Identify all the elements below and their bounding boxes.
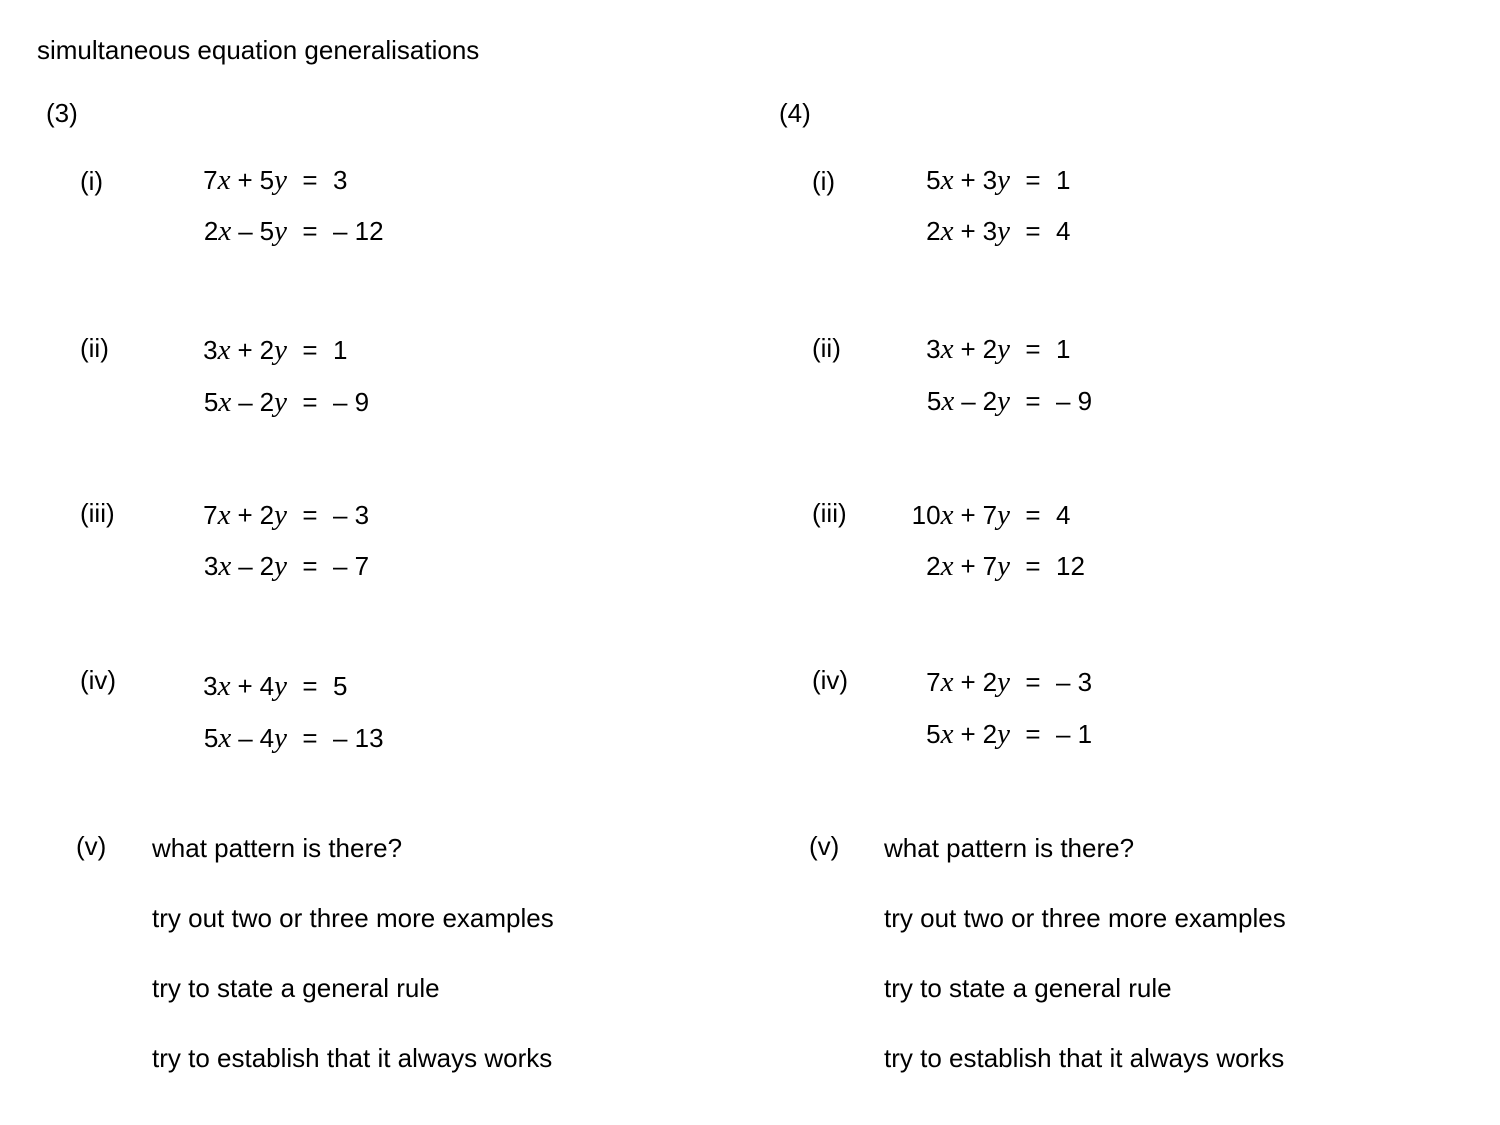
variable-x: x	[217, 164, 231, 196]
instruction-text: try out two or three more examples	[152, 903, 554, 933]
variable-y: y	[997, 550, 1010, 582]
variable-y: y	[997, 164, 1010, 196]
equation-lhs	[870, 720, 1010, 749]
question-number: (3)	[46, 98, 78, 128]
equation-lhs	[870, 501, 1010, 530]
equals-sign: =	[302, 216, 318, 246]
coefficient-x: 5	[926, 719, 941, 749]
question-number: (4)	[779, 98, 811, 128]
equation	[870, 668, 1092, 697]
operator: +	[237, 165, 253, 195]
equals-sign: =	[302, 671, 318, 701]
variable-y: y	[997, 666, 1010, 698]
variable-y: y	[997, 499, 1010, 531]
variable-x: x	[941, 385, 955, 417]
equation	[147, 552, 369, 581]
equation	[870, 166, 1070, 195]
equation-rhs: 1	[333, 335, 348, 365]
equals-sign: =	[302, 551, 318, 581]
variable-y: y	[274, 334, 287, 366]
coefficient-y: 5	[259, 216, 275, 246]
equation	[870, 217, 1070, 246]
variable-x: x	[218, 386, 232, 418]
variable-y: y	[274, 550, 287, 582]
variable-x: x	[940, 333, 954, 365]
coefficient-x: 7	[203, 500, 218, 530]
coefficient-x: 2	[926, 551, 941, 581]
coefficient-y: 3	[982, 216, 998, 246]
coefficient-y: 2	[259, 500, 275, 530]
equation-lhs	[147, 166, 287, 195]
equation-rhs: – 1	[1056, 719, 1093, 749]
coefficient-y: 2	[259, 551, 275, 581]
equation	[870, 552, 1085, 581]
equation-lhs	[147, 724, 287, 753]
equation	[870, 720, 1092, 749]
equation-rhs: – 3	[1056, 667, 1093, 697]
part-label: (iii)	[812, 498, 847, 528]
part-label: (i)	[80, 166, 104, 196]
operator: –	[238, 387, 253, 417]
part-label: (iv)	[812, 665, 849, 695]
part-label: (v)	[76, 831, 107, 861]
equals-sign: =	[1025, 719, 1041, 749]
coefficient-x: 3	[203, 335, 218, 365]
coefficient-y: 3	[982, 165, 998, 195]
instruction-text: try to establish that it always works	[152, 1043, 553, 1073]
variable-x: x	[940, 164, 954, 196]
instruction-text: try to state a general rule	[152, 973, 440, 1003]
equation	[147, 336, 347, 365]
operator: +	[960, 667, 976, 697]
variable-y: y	[274, 164, 287, 196]
equation-rhs: 1	[1056, 165, 1071, 195]
coefficient-y: 4	[259, 723, 275, 753]
variable-x: x	[218, 215, 232, 247]
operator: –	[238, 723, 253, 753]
equals-sign: =	[1025, 551, 1041, 581]
instruction-text: what pattern is there?	[152, 833, 403, 863]
variable-y: y	[274, 499, 287, 531]
equals-sign: =	[302, 335, 318, 365]
equation-lhs	[870, 166, 1010, 195]
equals-sign: =	[302, 723, 318, 753]
coefficient-x: 3	[203, 671, 218, 701]
operator: +	[960, 165, 976, 195]
operator: +	[960, 334, 976, 364]
equation-lhs	[870, 335, 1010, 364]
coefficient-y: 2	[982, 334, 998, 364]
equation-rhs: – 13	[333, 723, 384, 753]
operator: +	[960, 719, 976, 749]
variable-y: y	[997, 718, 1010, 750]
equals-sign: =	[302, 165, 318, 195]
variable-y: y	[274, 722, 287, 754]
operator: +	[237, 500, 253, 530]
equation-rhs: – 3	[333, 500, 370, 530]
instruction-text: try to establish that it always works	[884, 1043, 1285, 1073]
equation	[147, 724, 384, 753]
variable-y: y	[274, 215, 287, 247]
equation-lhs	[870, 552, 1010, 581]
coefficient-y: 2	[259, 335, 275, 365]
operator: +	[960, 500, 976, 530]
instruction-text: try out two or three more examples	[884, 903, 1286, 933]
equation-lhs	[870, 387, 1010, 416]
operator: +	[237, 671, 253, 701]
equals-sign: =	[1025, 667, 1041, 697]
equals-sign: =	[302, 387, 318, 417]
part-label: (ii)	[812, 333, 841, 363]
equation	[147, 388, 369, 417]
equation	[147, 672, 347, 701]
coefficient-x: 3	[926, 334, 941, 364]
equals-sign: =	[302, 500, 318, 530]
equation	[870, 387, 1092, 416]
coefficient-x: 3	[203, 551, 219, 581]
operator: –	[238, 551, 253, 581]
equals-sign: =	[1025, 386, 1041, 416]
variable-y: y	[997, 385, 1010, 417]
equation-lhs	[870, 217, 1010, 246]
coefficient-y: 2	[982, 719, 998, 749]
coefficient-y: 2	[982, 667, 998, 697]
equation-lhs	[870, 668, 1010, 697]
variable-x: x	[218, 722, 232, 754]
coefficient-y: 5	[259, 165, 275, 195]
coefficient-x: 5	[203, 723, 219, 753]
variable-x: x	[217, 499, 231, 531]
equation	[147, 166, 347, 195]
coefficient-x: 5	[926, 386, 942, 416]
equation-rhs: 4	[1056, 216, 1071, 246]
coefficient-y: 2	[259, 387, 275, 417]
coefficient-y: 7	[982, 500, 998, 530]
coefficient-y: 4	[259, 671, 275, 701]
page-title: simultaneous equation generalisations	[37, 35, 480, 65]
operator: +	[960, 216, 976, 246]
coefficient-x: 5	[926, 165, 941, 195]
variable-x: x	[217, 670, 231, 702]
equation	[147, 217, 384, 246]
operator: +	[237, 335, 253, 365]
equation-rhs: – 9	[333, 387, 370, 417]
variable-y: y	[997, 215, 1010, 247]
instruction-text: what pattern is there?	[884, 833, 1135, 863]
coefficient-y: 7	[982, 551, 998, 581]
variable-x: x	[940, 666, 954, 698]
variable-x: x	[217, 334, 231, 366]
variable-x: x	[940, 499, 954, 531]
equation-rhs: – 7	[333, 551, 370, 581]
part-label: (i)	[812, 166, 836, 196]
equation-lhs	[147, 501, 287, 530]
equation-lhs	[147, 672, 287, 701]
part-label: (iii)	[80, 498, 115, 528]
equation	[147, 501, 369, 530]
coefficient-x: 2	[203, 216, 219, 246]
equation-rhs: 4	[1056, 500, 1071, 530]
equals-sign: =	[1025, 165, 1041, 195]
equation-rhs: – 12	[333, 216, 384, 246]
equation-rhs: 1	[1056, 334, 1071, 364]
instruction-text: try to state a general rule	[884, 973, 1172, 1003]
variable-y: y	[997, 333, 1010, 365]
equation-lhs	[147, 336, 287, 365]
coefficient-x: 2	[926, 216, 941, 246]
coefficient-x: 5	[203, 387, 219, 417]
coefficient-x: 10	[911, 500, 941, 530]
operator: –	[961, 386, 976, 416]
equation-lhs	[147, 217, 287, 246]
operator: +	[960, 551, 976, 581]
variable-x: x	[940, 550, 954, 582]
variable-x: x	[940, 718, 954, 750]
variable-x: x	[218, 550, 232, 582]
part-label: (ii)	[80, 333, 109, 363]
part-label: (v)	[809, 831, 840, 861]
part-label: (iv)	[80, 665, 117, 695]
equals-sign: =	[1025, 500, 1041, 530]
coefficient-x: 7	[926, 667, 941, 697]
equation-lhs	[147, 388, 287, 417]
equation-rhs: 3	[333, 165, 348, 195]
coefficient-x: 7	[203, 165, 218, 195]
equals-sign: =	[1025, 216, 1041, 246]
equation	[870, 501, 1070, 530]
operator: –	[238, 216, 253, 246]
equals-sign: =	[1025, 334, 1041, 364]
variable-x: x	[940, 215, 954, 247]
equation-rhs: 5	[333, 671, 348, 701]
equation-lhs	[147, 552, 287, 581]
variable-y: y	[274, 670, 287, 702]
equation-rhs: 12	[1056, 551, 1085, 581]
equation	[870, 335, 1070, 364]
equation-rhs: – 9	[1056, 386, 1093, 416]
coefficient-y: 2	[982, 386, 998, 416]
variable-y: y	[274, 386, 287, 418]
